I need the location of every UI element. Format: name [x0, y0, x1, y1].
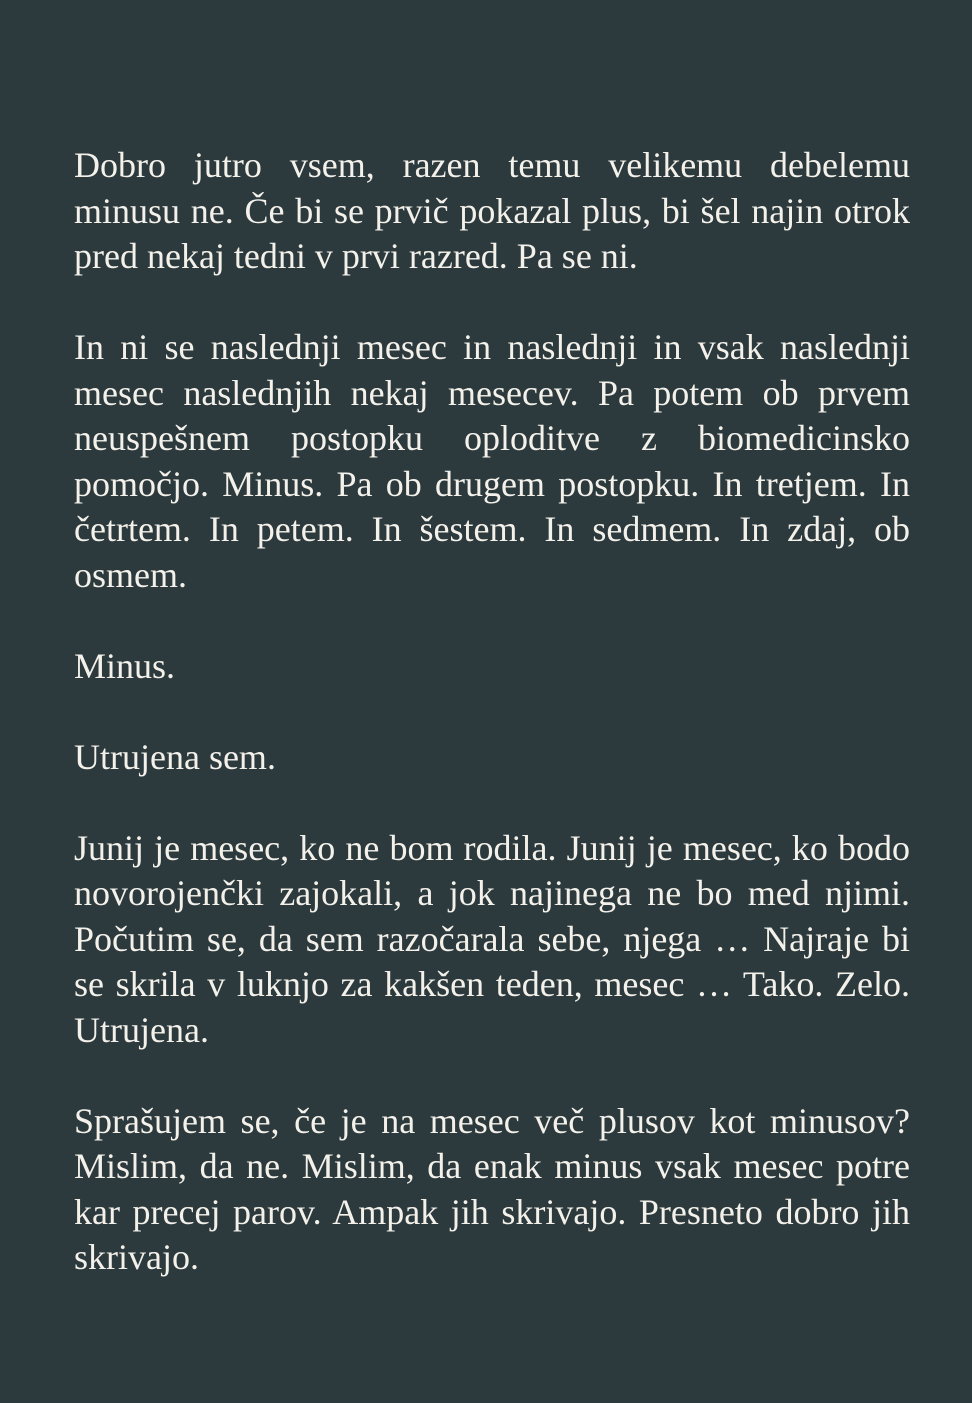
paragraph-1: Dobro jutro vsem, razen temu velikemu debelemu minusu ne. Če bi se prvič pokazal plus, bi šel najin otrok pred nekaj tedni v prvi razred. Pa se ni. — [74, 145, 910, 276]
story-text-block — [74, 143, 910, 1281]
paragraph-4: Utrujena sem. — [74, 736, 276, 777]
paragraph-5: Junij je mesec, ko ne bom rodila. Junij je mesec, ko bodo novorojenčki zajokali, a jok najinega ne bo med njimi. Počutim se, da sem razočarala sebe, njega … Najraje bi se skrila v luknjo za kakšen teden, mesec … Tako. Zelo. Utrujena. — [74, 827, 910, 1050]
paragraph-3: Minus. — [74, 645, 176, 686]
paragraph-2: In ni se naslednji mesec in naslednji in vsak naslednji mesec naslednjih nekaj mesecev. Pa potem ob prvem neuspešnem postopku oploditve z biomedicinsko pomočjo. Minus. Pa ob drugem postopku. In tretjem. In četrtem. In petem. In šestem. In sedmem. In zdaj, ob osmem. — [74, 327, 910, 595]
paragraph-6: Sprašujem se, če je na mesec več plusov kot minusov? Mislim, da ne. Mislim, da enak minus vsak mesec potre kar precej parov. Ampak jih skrivajo. Presneto dobro jih skrivajo. — [74, 1100, 910, 1277]
